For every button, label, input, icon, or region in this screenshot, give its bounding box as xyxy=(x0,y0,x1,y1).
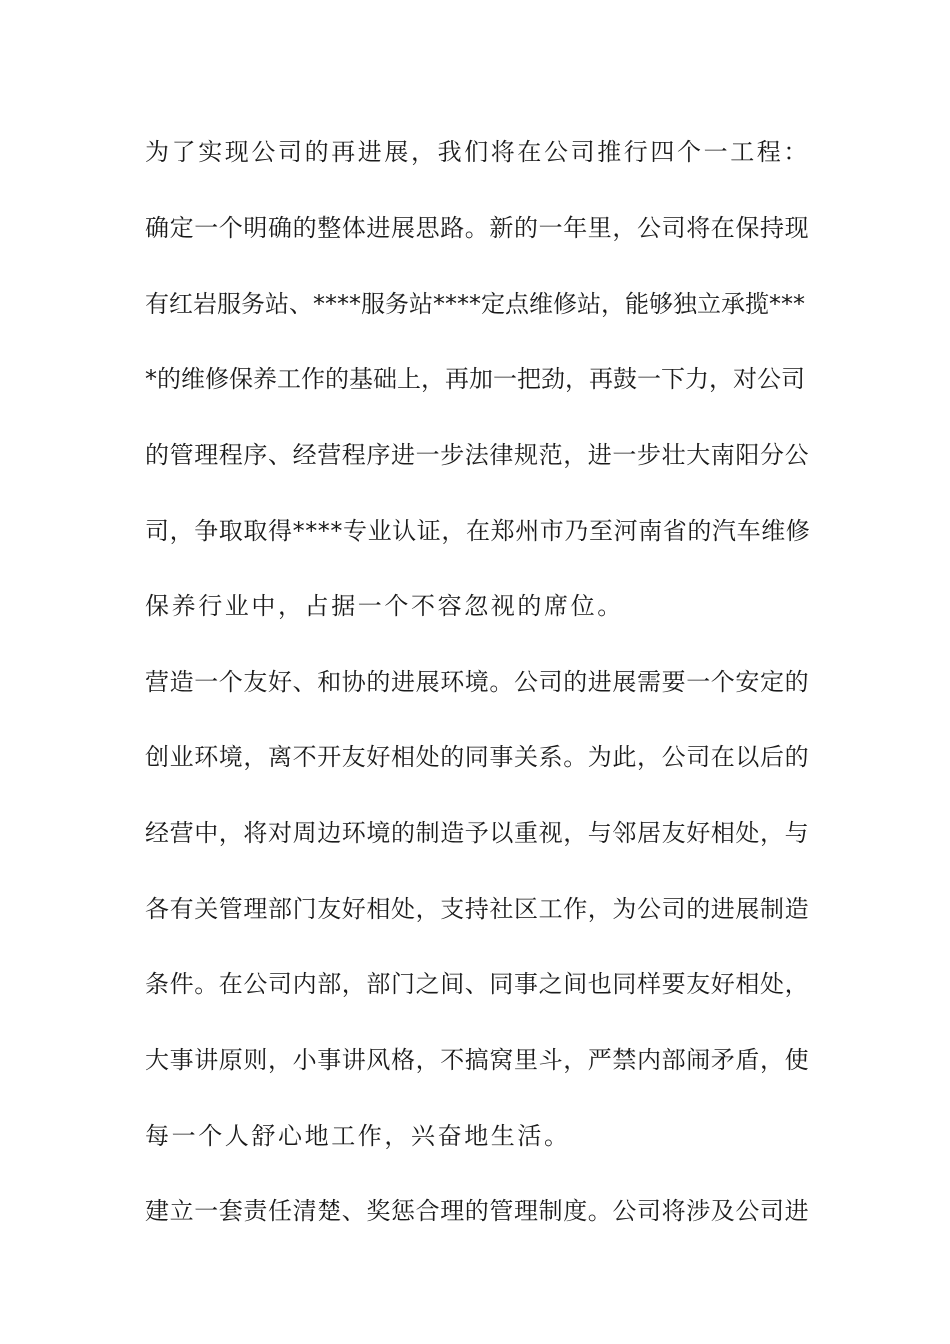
text-line: 创业环境，离不开友好相处的同事关系。为此，公司在以后的 xyxy=(145,743,810,771)
text-line: 有红岩服务站、****服务站****定点维修站，能够独立承揽*** xyxy=(145,290,805,318)
text-line: 各有关管理部门友好相处，支持社区工作，为公司的进展制造 xyxy=(145,895,810,923)
text-line: 为了实现公司的再进展，我们将在公司推行四个一工程： xyxy=(145,138,810,166)
text-line: *的维修保养工作的基础上，再加一把劲，再鼓一下力，对公司 xyxy=(145,365,805,393)
text-line: 保养行业中，占据一个不容忽视的席位。 xyxy=(145,592,624,620)
text-line: 司，争取取得****专业认证，在郑州市乃至河南省的汽车维修 xyxy=(145,517,811,545)
text-line: 大事讲原则，小事讲风格，不搞窝里斗，严禁内部闹矛盾，使 xyxy=(145,1046,810,1074)
text-line: 营造一个友好、和协的进展环境。公司的进展需要一个安定的 xyxy=(145,668,810,696)
text-line: 条件。在公司内部，部门之间、同事之间也同样要友好相处， xyxy=(145,970,810,998)
text-line: 建立一套责任清楚、奖惩合理的管理制度。公司将涉及公司进 xyxy=(145,1197,810,1225)
text-line: 确定一个明确的整体进展思路。新的一年里，公司将在保持现 xyxy=(145,214,810,242)
text-line: 经营中，将对周边环境的制造予以重视，与邻居友好相处，与 xyxy=(145,819,810,847)
text-line: 的管理程序、经营程序进一步法律规范，进一步壮大南阳分公 xyxy=(145,441,810,469)
text-line: 每一个人舒心地工作，兴奋地生活。 xyxy=(145,1122,571,1150)
